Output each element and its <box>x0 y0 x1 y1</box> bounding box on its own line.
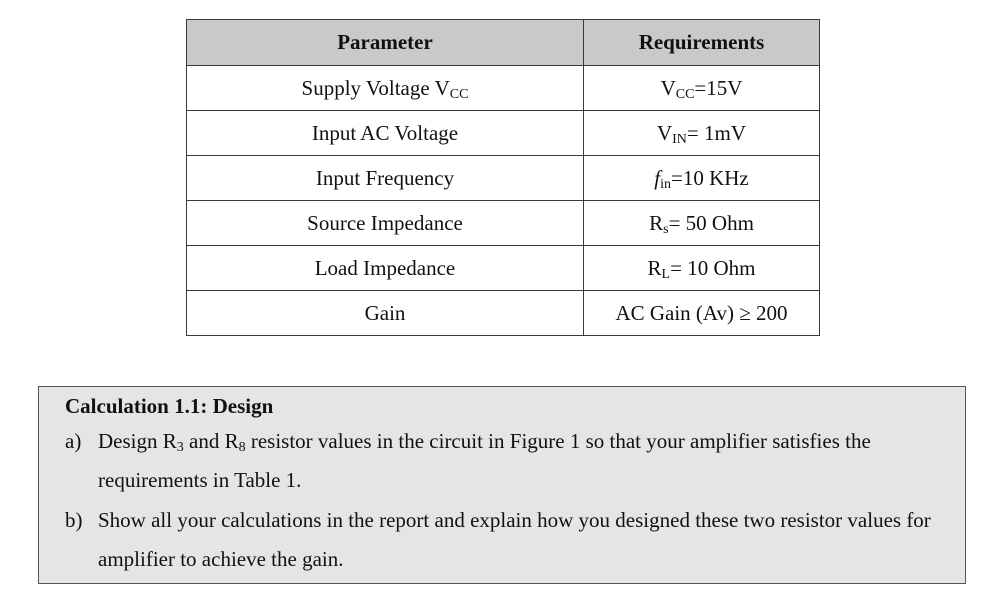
parameter-cell <box>187 111 584 156</box>
table-row <box>187 201 820 246</box>
requirement-cell <box>584 66 820 111</box>
parameter-subscript: CC <box>449 86 469 102</box>
table-row <box>187 291 820 336</box>
requirement-subscript: in <box>660 176 671 192</box>
requirement-subscript: CC <box>675 86 695 102</box>
parameter-cell <box>187 246 584 291</box>
parameter-text: Source Impedance <box>307 210 463 235</box>
requirement-subscript: L <box>661 266 671 282</box>
requirement-text: AC Gain (Av) ≥ 200 <box>615 300 788 325</box>
item-text-part: resistor values in the circuit in Figure 1 so that your amplifier satisfies the requirements in Table 1. <box>98 429 871 492</box>
parameter-cell <box>187 156 584 201</box>
requirement-cell <box>584 246 820 291</box>
header-parameter: Parameter <box>187 20 584 66</box>
requirement-subscript: s <box>663 221 669 237</box>
calculation-item-a <box>65 422 955 500</box>
requirement-subscript: IN <box>672 131 687 147</box>
parameter-cell <box>187 66 584 111</box>
table-row <box>187 66 820 111</box>
item-text <box>98 501 955 579</box>
requirement-text: R <box>647 255 662 280</box>
item-marker: a) <box>65 429 82 453</box>
requirement-text: V <box>660 75 676 100</box>
requirement-after: = 10 Ohm <box>670 255 756 280</box>
resistor-subscript: 3 <box>176 440 184 455</box>
parameter-cell <box>187 291 584 336</box>
table-row <box>187 156 820 201</box>
calculation-title: Calculation 1.1: Design <box>65 394 274 418</box>
requirement-after: = 50 Ohm <box>668 210 754 235</box>
requirement-text: V <box>656 120 673 145</box>
parameter-text: Supply Voltage V <box>301 75 450 100</box>
item-text <box>98 422 955 500</box>
parameter-text: Load Impedance <box>314 255 456 280</box>
item-text-part: Show all your calculations in the report and explain how you designed these two resistor values for amplifier to achieve the gain. <box>98 508 931 571</box>
parameter-text: Gain <box>364 300 406 325</box>
calculation-item-b <box>65 501 955 579</box>
table-row <box>187 111 820 156</box>
requirement-after: =15V <box>694 75 743 100</box>
item-marker: b) <box>65 508 83 532</box>
item-text-part: Design R <box>98 429 177 453</box>
table-row <box>187 246 820 291</box>
requirement-text: R <box>649 210 664 235</box>
table-header-row <box>187 20 820 66</box>
calculation-box <box>38 386 966 584</box>
requirement-after: = 1mV <box>686 120 747 145</box>
requirement-after: =10 KHz <box>670 165 749 190</box>
requirements-table <box>186 19 820 336</box>
requirement-cell <box>584 111 820 156</box>
requirement-italic: f <box>654 165 661 190</box>
requirement-cell <box>584 291 820 336</box>
requirement-cell <box>584 201 820 246</box>
header-requirements: Requirements <box>584 20 820 66</box>
item-text-part: and R <box>183 429 239 453</box>
parameter-cell <box>187 201 584 246</box>
resistor-subscript: 8 <box>238 440 246 455</box>
parameter-text: Input Frequency <box>315 165 455 190</box>
requirement-cell <box>584 156 820 201</box>
parameter-text: Input AC Voltage <box>311 120 459 145</box>
